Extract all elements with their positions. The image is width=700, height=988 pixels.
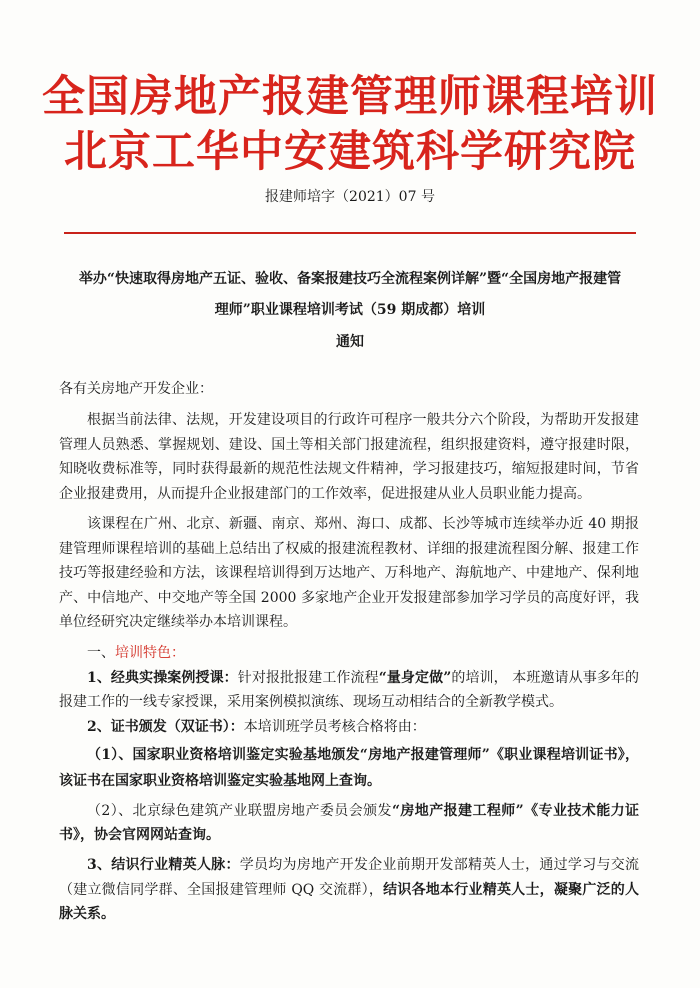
item-1-text-a: 针对报批报建工作流程 [237, 670, 379, 686]
item-2-2-text-a: （2）、北京绿色建筑产业联盟房地产委员会颁发 [87, 803, 392, 819]
subject-line-2: 理师”职业课程培训考试（59 期成都）培训 [214, 302, 486, 318]
document-number: 报建师培字（2021）07 号 [265, 189, 435, 205]
greeting: 各有关房地产开发企业： [59, 381, 213, 397]
item-2-2 [59, 799, 639, 847]
item-3-label: 3、结识行业精英人脉： [87, 857, 240, 873]
subject-line-3: 通知 [336, 334, 364, 350]
item-1-quote: “量身定做” [378, 670, 452, 686]
section-1-title: 培训特色： [115, 645, 185, 661]
item-3-text-a: 学员均为房地产开发企业前期开发部精英人士，通过学习与交流（建立微信同学群、全国报建管理师 QQ 交流群）， [59, 857, 639, 898]
item-2-1: （1）、国家职业资格培训鉴定实验基地颁发“房地产报建管理师”《职业课程培训证书》，该证书在国家职业资格培训鉴定实验基地网上查询。 [59, 747, 639, 789]
paragraph-1: 根据当前法律、法规，开发建设项目的行政许可程序一般共分六个阶段，为帮助开发报建管理人员熟悉、掌握规划、建设、国土等相关部门报建流程，组织报建资料，遵守报建时限，知晓收费标准等，同时获得最新的规范性法规文件精神，学习报建技巧，缩短报建时间，节省企业报建费用，从而提升企业报建部门的工作效率，促进报建从业人员职业能力提高。 [59, 412, 639, 502]
item-2 [59, 717, 639, 738]
header-divider [64, 232, 636, 234]
section-1-number: 一、 [87, 645, 115, 661]
header-title-line-2: 北京工华中安建筑科学研究院 [64, 127, 636, 177]
item-2-2-text-b: “房地产报建工程师”《专业技术能力证书》，协会官网网站查询。 [59, 803, 640, 843]
header-title-line-1: 全国房地产报建管理师课程培训 [42, 72, 658, 122]
paragraph-2: 该课程在广州、北京、新疆、南京、郑州、海口、成都、长沙等城市连续举办近 40 期报建管理师课程培训的基础上总结出了权威的报建流程教材、详细的报建流程图分解、报建工作技巧等报建经验和方法，该课程培训得到万达地产、万科地产、海航地产、中建地产、保利地产、中信地产、中交地产等全国 2000 多家地产企业开发报建部参加学习学员的高度好评，我单位经研究决定继续举办本培训课程。 [59, 516, 639, 630]
item-1 [59, 666, 639, 714]
item-1-text-b: 的培训， 本班邀请从事多年的报建工作的一线专家授课，采用案例模拟演练、现场互动相结合的全新教学模式。 [59, 670, 640, 710]
item-3-text-b: 结识各地本行业精英人士，凝聚广泛的人脉关系。 [59, 881, 640, 922]
item-2-label: 2、证书颁发（双证书）： [87, 719, 244, 735]
item-1-label: 1、经典实操案例授课： [87, 670, 238, 686]
item-3 [59, 853, 639, 927]
item-2-text: 本培训班学员考核合格将由： [243, 719, 426, 735]
section-1-heading [59, 643, 639, 664]
subject-line-1: 举办“快速取得房地产五证、验收、备案报建技巧全流程案例详解”暨“全国房地产报建管 [78, 271, 622, 287]
